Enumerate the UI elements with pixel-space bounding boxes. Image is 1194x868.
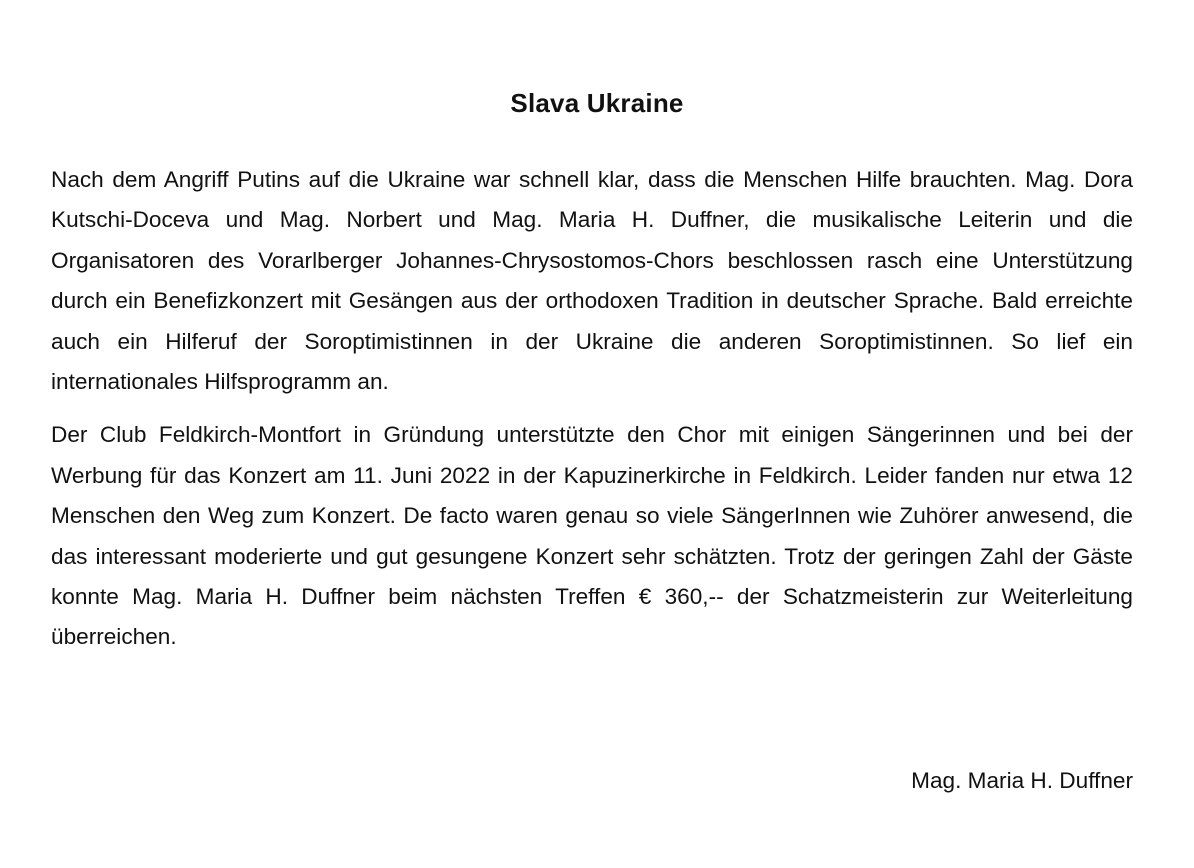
- paragraph-1: Nach dem Angriff Putins auf die Ukraine war schnell klar, dass die Menschen Hilfe brauchten. Mag. Dora Kutschi-Doceva und Mag. Norbert und Mag. Maria H. Duffner, die musikalische Leiterin und die Organisatoren des Vorarlberger Johannes-Chrysostomos-Chors beschlossen rasch eine Unterstützung durch ein Benefizkonzert mit Gesängen aus der orthodoxen Tradition in deutscher Sprache. Bald erreichte auch ein Hilferuf der Soroptimistinnen in der Ukraine die anderen Soroptimistinnen. So lief ein internationales Hilfsprogramm an.: [51, 167, 1133, 395]
- document-body: [51, 160, 1133, 671]
- signature: Mag. Maria H. Duffner: [911, 768, 1133, 793]
- document-title: Slava Ukraine: [510, 88, 684, 119]
- paragraph-2: Der Club Feldkirch-Montfort in Gründung unterstützte den Chor mit einigen Sängerinnen und bei der Werbung für das Konzert am 11. Juni 2022 in der Kapuzinerkirche in Feldkirch. Leider fanden nur etwa 12 Menschen den Weg zum Konzert. De facto waren genau so viele SängerInnen wie Zuhörer anwesend, die das interessant moderierte und gut gesungene Konzert sehr schätzten. Trotz der geringen Zahl der Gäste konnte Mag. Maria H. Duffner beim nächsten Treffen € 360,-- der Schatzmeisterin zur Weiterleitung überreichen.: [51, 422, 1133, 650]
